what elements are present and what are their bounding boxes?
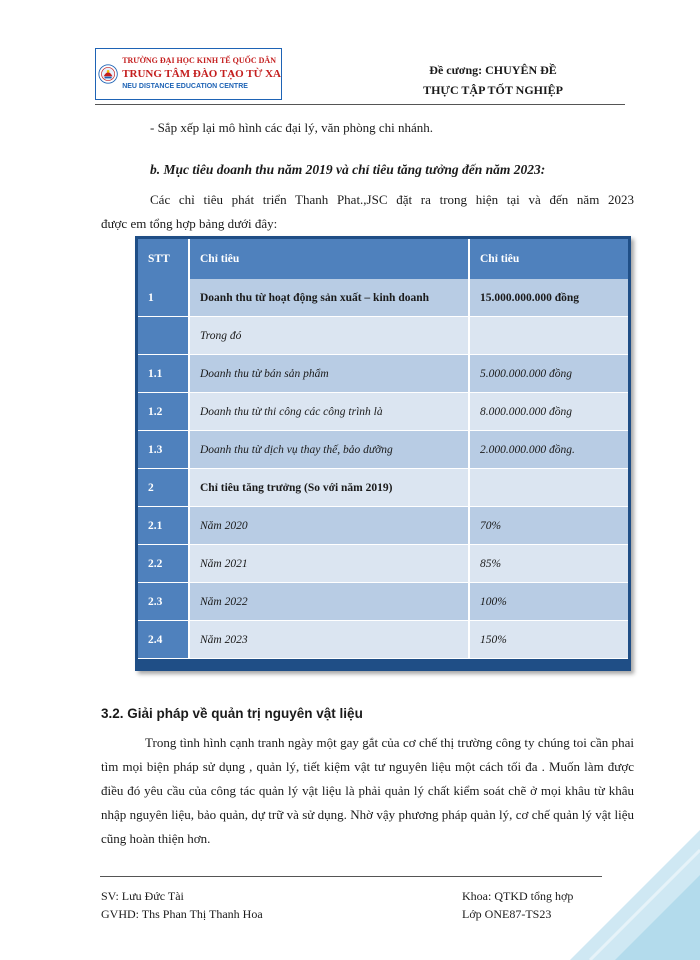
header-cell-value: Chỉ tiêu xyxy=(469,239,628,279)
targets-table xyxy=(138,239,628,659)
section-heading: 3.2. Giải pháp về quản trị nguyên vật liệu xyxy=(101,706,363,721)
page-header xyxy=(95,48,625,105)
cell-value: 2.000.000.000 đồng. xyxy=(469,431,628,469)
header-cell-stt: STT xyxy=(138,239,189,279)
table-header-row xyxy=(138,239,628,279)
table-row xyxy=(138,279,628,317)
cell-stt: 2.4 xyxy=(138,621,189,659)
table-row xyxy=(138,469,628,507)
table-row xyxy=(138,621,628,659)
cell-value xyxy=(469,317,628,355)
table-row xyxy=(138,431,628,469)
logo-english-name: NEU DISTANCE EDUCATION CENTRE xyxy=(122,83,248,91)
document-title-line2: THỰC TẬP TỐT NGHIỆP xyxy=(423,83,563,97)
cell-value: 150% xyxy=(469,621,628,659)
table-row xyxy=(138,507,628,545)
cell-criteria: Doanh thu từ thi công các công trình là xyxy=(189,393,469,431)
corner-decoration-icon xyxy=(570,830,700,960)
targets-table-frame xyxy=(135,236,631,671)
cell-criteria: Trong đó xyxy=(189,317,469,355)
cell-criteria: Năm 2022 xyxy=(189,583,469,621)
table-row xyxy=(138,393,628,431)
cell-criteria: Doanh thu từ bán sản phẩm xyxy=(189,355,469,393)
intro-line-1: Các chỉ tiêu phát triển Thanh Phat.,JSC đặt ra trong hiện tại và đến năm 2023 xyxy=(150,192,634,207)
footer-advisor: GVHD: Ths Phan Thị Thanh Hoa xyxy=(101,907,263,921)
cell-value: 85% xyxy=(469,545,628,583)
document-title xyxy=(423,60,563,100)
cell-criteria: Doanh thu từ hoạt động sản xuất – kinh doanh xyxy=(189,279,469,317)
section-paragraph: Trong tình hình cạnh tranh ngày một gay gắt của cơ chế thị trường công ty chúng toi cần phai tìm mọi biện pháp sử dụng , quản lý, tiết kiệm vật tư nguyên liệu một cách tối đa . Muốn làm được điều đó yêu cầu của công tác quản lý vật liệu là phải quản lý chất kiểm soát chẽ ở mọi khâu từ khâu nhập nguyên liệu, bảo quản, dự trữ và sử dụng. Nhờ vậy phương pháp quản lý, cơ chế quản lý vật liệu cũng hoàn thiện hơn. xyxy=(101,735,634,846)
cell-value xyxy=(469,469,628,507)
cell-stt: 2.3 xyxy=(138,583,189,621)
intro-paragraph xyxy=(101,188,634,236)
cell-stt xyxy=(138,317,189,355)
cell-value: 5.000.000.000 đồng xyxy=(469,355,628,393)
cell-stt: 1.1 xyxy=(138,355,189,393)
cell-value: 100% xyxy=(469,583,628,621)
neu-logo xyxy=(95,48,282,100)
footer-faculty: Khoa: QTKD tổng hợp xyxy=(462,889,574,903)
dash-list-item: - Sắp xếp lại mô hình các đại lý, văn phòng chi nhánh. xyxy=(150,120,434,135)
header-cell-criteria: Chỉ tiêu xyxy=(189,239,469,279)
cell-stt: 1 xyxy=(138,279,189,317)
cell-stt: 2.2 xyxy=(138,545,189,583)
table-row xyxy=(138,355,628,393)
cell-stt: 2.1 xyxy=(138,507,189,545)
logo-center-name: TRUNG TÂM ĐÀO TẠO TỪ XA xyxy=(122,67,281,80)
intro-line-2: được em tổng hợp bảng dưới đây: xyxy=(101,216,278,231)
cell-criteria: Doanh thu từ dịch vụ thay thế, bảo dưỡng xyxy=(189,431,469,469)
footer-divider xyxy=(100,876,602,877)
cell-stt: 1.3 xyxy=(138,431,189,469)
table-row xyxy=(138,545,628,583)
cell-value: 70% xyxy=(469,507,628,545)
document-title-line1: Đề cương: CHUYÊN ĐỀ xyxy=(429,63,557,77)
cell-value: 8.000.000.000 đồng xyxy=(469,393,628,431)
footer-class: Lớp ONE87-TS23 xyxy=(462,907,552,921)
table-row xyxy=(138,583,628,621)
logo-university-name: TRƯỜNG ĐẠI HỌC KINH TẾ QUỐC DÂN xyxy=(122,56,276,66)
table-row xyxy=(138,317,628,355)
cell-stt: 1.2 xyxy=(138,393,189,431)
cell-criteria: Năm 2023 xyxy=(189,621,469,659)
cell-criteria: Chỉ tiêu tăng trưởng (So với năm 2019) xyxy=(189,469,469,507)
cell-stt: 2 xyxy=(138,469,189,507)
cell-value: 15.000.000.000 đồng xyxy=(469,279,628,317)
cell-criteria: Năm 2021 xyxy=(189,545,469,583)
footer-student: SV: Lưu Đức Tài xyxy=(101,889,184,903)
university-emblem-icon xyxy=(98,51,118,97)
cell-criteria: Năm 2020 xyxy=(189,507,469,545)
subheading-revenue-targets: b. Mục tiêu doanh thu năm 2019 và chỉ tiêu tăng tưởng đến năm 2023: xyxy=(150,162,546,177)
